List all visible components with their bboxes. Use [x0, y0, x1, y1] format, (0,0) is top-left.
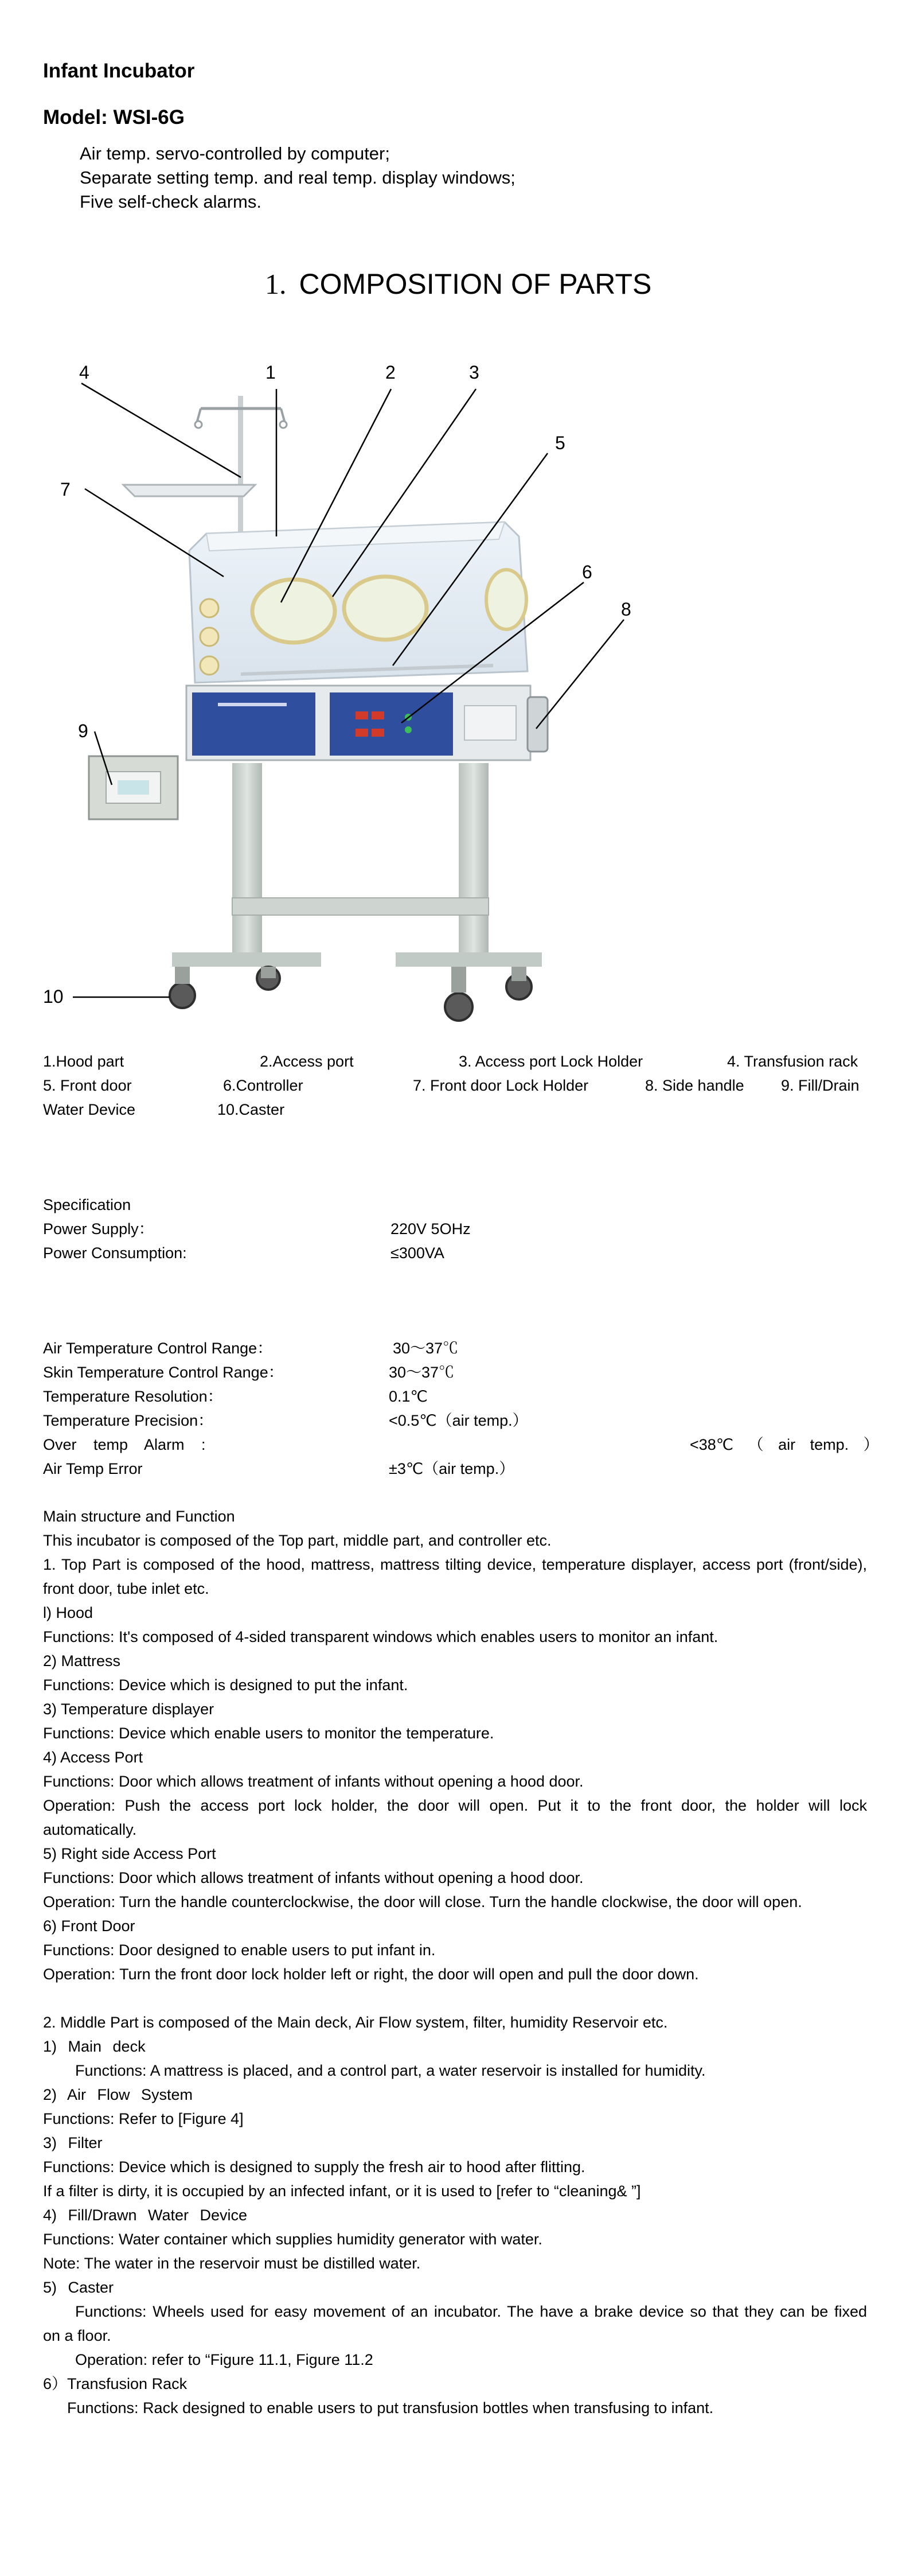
item-heading: 6) Front Door [43, 1917, 135, 1935]
temp-value: <0.5℃（air temp.） [389, 1412, 528, 1429]
callout-5: 5 [555, 433, 565, 453]
callout-2: 2 [385, 362, 396, 383]
paragraph-line: on a floor. [43, 2327, 111, 2344]
item-heading: l) Hood [43, 1604, 93, 1621]
paragraph-line: Functions: Wheels used for easy movement of an incubator. The have a brake device so that they can be fixed [75, 2303, 867, 2320]
paragraph-line: Functions: Door designed to enable users to put infant in. [43, 1941, 436, 1959]
legend-item: 2.Access port [260, 1053, 354, 1070]
temp-value: 0.1℃ [389, 1388, 428, 1405]
temp-value: ±3℃（air temp.） [389, 1460, 515, 1477]
callout-9: 9 [78, 721, 88, 741]
section-title: COMPOSITION OF PARTS [299, 268, 652, 300]
spec-label: Power Consumption: [43, 1244, 187, 1262]
legend-item: 5. Front door [43, 1077, 132, 1094]
temp-label: Temperature Resolution： [43, 1388, 223, 1405]
callout-3: 3 [469, 362, 479, 383]
spec-heading: Specification [43, 1196, 131, 1213]
legend-item: 7. Front door Lock Holder [413, 1077, 589, 1094]
temp-label: Temperature Precision： [43, 1412, 214, 1429]
callout-8: 8 [621, 599, 631, 620]
legend-item: 8. Side handle [645, 1077, 744, 1094]
callout-1: 1 [265, 362, 276, 383]
callout-4: 4 [79, 362, 89, 383]
item-heading: 5) Caster [43, 2279, 114, 2296]
item-heading: 4) Access Port [43, 1749, 143, 1766]
side-shelf [123, 485, 255, 496]
feature-line: Air temp. servo-controlled by computer; [80, 143, 390, 164]
document-title: Infant Incubator [43, 60, 195, 82]
legend-item: 3. Access port Lock Holder [459, 1053, 643, 1070]
temp-label: Air Temperature Control Range： [43, 1340, 273, 1357]
paragraph-line: Functions: Door which allows treatment of infants without opening a hood door. [43, 1869, 584, 1886]
temp-value: 30～37℃ [393, 1340, 459, 1357]
item-heading: 3) Filter [43, 2134, 103, 2151]
stand [172, 763, 542, 967]
paragraph-line: front door, tube inlet etc. [43, 1580, 209, 1597]
callout-10: 10 [43, 986, 64, 1007]
legend-item: 10.Caster [217, 1101, 285, 1118]
paragraph-line: Functions: Refer to [Figure 4] [43, 2110, 244, 2127]
item-heading: 6）Transfusion Rack [43, 2375, 188, 2392]
paragraph-line: Functions: Device which is designed to supply the fresh air to hood after flitting. [43, 2158, 585, 2176]
paragraph-line: This incubator is composed of the Top part, middle part, and controller etc. [43, 1532, 552, 1549]
item-heading: 2) Air Flow System [43, 2086, 193, 2103]
item-heading: 3) Temperature displayer [43, 1701, 214, 1718]
legend-item: Water Device [43, 1101, 136, 1118]
spec-value: 220V 5OHz [390, 1220, 471, 1238]
paragraph-line: Functions: Device which enable users to monitor the temperature. [43, 1725, 494, 1742]
paragraph-line: Functions: Rack designed to enable users to put transfusion bottles when transfusing to infant. [67, 2399, 714, 2417]
section-heading-middle-part: 2. Middle Part is composed of the Main deck, Air Flow system, filter, humidity Reservoir etc. [43, 2014, 668, 2031]
item-heading: 1) Main deck [43, 2038, 146, 2055]
temp-label: Air Temp Error [43, 1460, 143, 1477]
hood [189, 522, 528, 683]
item-heading: 2) Mattress [43, 1652, 121, 1670]
paragraph-line: Functions: Water container which supplies humidity generator with water. [43, 2231, 542, 2248]
item-heading: 5) Right side Access Port [43, 1845, 216, 1862]
incubator-diagram [0, 0, 910, 1044]
main-deck [186, 686, 530, 760]
legend-item: 1.Hood part [43, 1053, 124, 1070]
paragraph-line: Note: The water in the reservoir must be distilled water. [43, 2255, 421, 2272]
casters [170, 967, 532, 1021]
callout-6: 6 [582, 562, 592, 582]
temp-value: 30～37℃ [389, 1364, 455, 1381]
spec-label: Power Supply： [43, 1220, 154, 1238]
paragraph-line: Operation: Turn the handle counterclockwise, the door will close. Turn the handle clockwise, the door will open. [43, 1893, 802, 1910]
paragraph-line: 1. Top Part is composed of the hood, mattress, mattress tilting device, temperature displayer, access port (front/side), [43, 1556, 867, 1573]
paragraph-line: Functions: Device which is designed to put the infant. [43, 1676, 408, 1694]
temp-label: Over temp Alarm : [43, 1436, 206, 1453]
paragraph-line: Operation: Push the access port lock holder, the door will open. Put it to the front door, the holder will lock [43, 1797, 867, 1814]
item-heading: 4) Fill/Drawn Water Device [43, 2207, 248, 2224]
feature-line: Separate setting temp. and real temp. display windows; [80, 168, 515, 188]
side-handle [528, 697, 548, 752]
spec-value: ≤300VA [390, 1244, 444, 1262]
paragraph-line: Functions: A mattress is placed, and a control part, a water reservoir is installed for humidity. [75, 2062, 706, 2079]
paragraph-line: Functions: Door which allows treatment of infants without opening a hood door. [43, 1773, 584, 1790]
legend-item: 4. Transfusion rack [727, 1053, 858, 1070]
model-number: Model: WSI-6G [43, 106, 185, 129]
feature-line: Five self-check alarms. [80, 192, 261, 212]
paragraph-line: automatically. [43, 1821, 137, 1838]
callout-7: 7 [60, 479, 71, 500]
section-number: 1. [265, 268, 287, 300]
legend-item: 9. Fill/Drain [781, 1077, 860, 1094]
fill-drain-inset [89, 756, 178, 819]
temp-value: <38℃ （ air temp. ） [690, 1436, 879, 1453]
section-heading-main-structure: Main structure and Function [43, 1508, 235, 1525]
paragraph-line: Operation: Turn the front door lock holder left or right, the door will open and pull the door down. [43, 1966, 699, 1983]
paragraph-line: Functions: It's composed of 4-sided transparent windows which enables users to monitor an infant. [43, 1628, 718, 1645]
paragraph-line: If a filter is dirty, it is occupied by an infected infant, or it is used to [refer to “cleaning& ”] [43, 2182, 641, 2200]
legend-item: 6.Controller [223, 1077, 303, 1094]
temp-label: Skin Temperature Control Range： [43, 1364, 284, 1381]
paragraph-line: Operation: refer to “Figure 11.1, Figure 11.2 [75, 2351, 373, 2368]
